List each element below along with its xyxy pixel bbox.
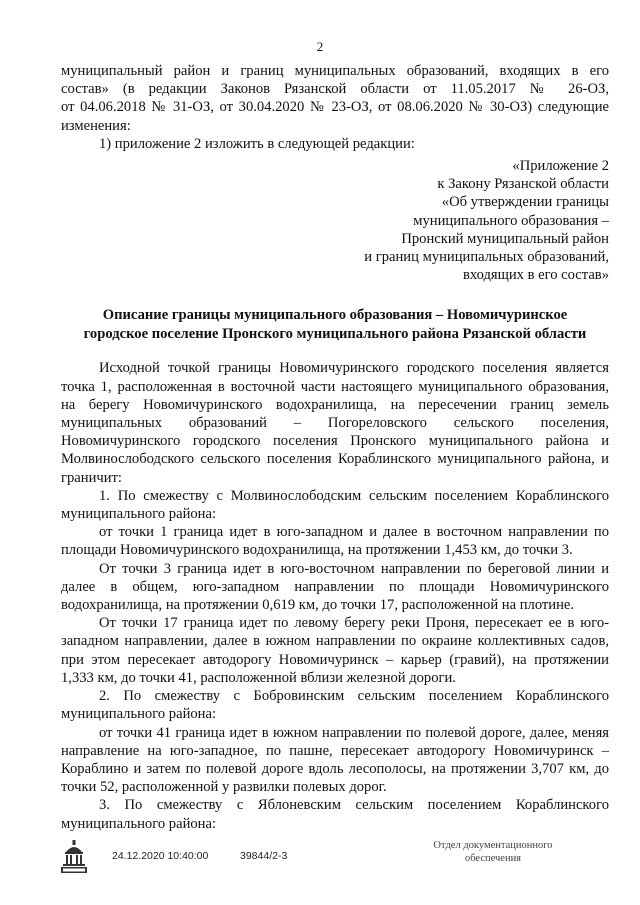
appendix-line: «Об утверждении границы — [441, 194, 609, 211]
paragraph-line: изменения: — [61, 117, 131, 134]
appendix-line: Пронский муниципальный район — [401, 230, 609, 247]
paragraph-line: от 04.06.2018 № 31-ОЗ, от 30.04.2020 № 23-ОЗ, от 08.06.2020 № 30-ОЗ) следующие — [61, 99, 609, 116]
page-number: 2 — [316, 39, 324, 54]
appendix-line: «Приложение 2 — [512, 158, 609, 175]
paragraph-line: муниципальный район и границ муниципальных образований, входящих в его — [61, 63, 609, 79]
amendment-paragraph: 1) приложение 2 изложить в следующей редакции: — [99, 135, 415, 152]
section-heading: 2. По смежеству с Бобровинским сельским поселением Кораблинского муниципального района: — [61, 688, 609, 723]
section-heading: 1. По смежеству с Молвинослободским сельским поселением Кораблинского муниципального района: — [61, 487, 609, 523]
stamp-line: Отдел документационного — [433, 840, 553, 851]
page-footer — [0, 838, 640, 898]
section-heading: 3. По смежеству с Яблоневским сельским поселением Кораблинского муниципального района: — [61, 797, 609, 832]
footer-datetime: 24.12.2020 10:40:00 — [112, 850, 209, 862]
appendix-line: муниципального образования – — [413, 212, 609, 229]
duma-building-icon — [60, 840, 88, 874]
boundary-paragraph: От точки 17 граница идет по левому берегу реки Проня, пересекает ее в юго-западном направлении, далее в южном направлении по окраине коллективных садов, при этом пересекает автодорогу Новомичуринск – карьер (гравий), на протяжении 1,333 км, до точки 41, расположенной вблизи железной дороги. — [61, 615, 609, 686]
appendix-header — [61, 157, 609, 284]
boundary-paragraph: От точки 3 граница идет в юго-восточном направлении по береговой линии и далее в общем, юго-западном направлении по площади Новомичуринского водохранилища, на протяжении 0,619 км, до точки 17, расположенной на плотине. — [61, 560, 609, 614]
boundary-paragraph: от точки 41 граница идет в южном направлении по полевой дороге, далее, меняя направление на юго-западное, по пашне, пересекает автодорогу Новомичуринск – Кораблино и затем по полевой дороге вдоль лесополосы, на протяжении 3,707 км, до точки 52, расположенной у развилки полевых дорог. — [61, 724, 609, 796]
appendix-line: входящих в его состав» — [462, 267, 609, 284]
footer-doc-number: 39844/2-3 — [240, 850, 288, 862]
document-title — [61, 306, 609, 343]
intro-paragraph: Исходной точкой границы Новомичуринского городского поселения является точка 1, расположенная в восточной части настоящего муниципального образования, на берегу Новомичуринского водохранилища, на пересечении границ земель муниципальных образований – Погореловского сельского поселения, Новомичуринского городского поселения Пронского муниципального района и Молвинослободского сельского поселения Кораблинского муниципального района, и граничит: — [61, 360, 609, 486]
title-line: городское поселение Пронского муниципального района Рязанской области — [83, 325, 587, 342]
appendix-line: к Закону Рязанской области — [437, 176, 609, 193]
stamp-line: обеспечения — [464, 853, 522, 864]
department-stamp — [418, 839, 568, 865]
paragraph-line: состав» (в редакции Законов Рязанской области от 11.05.2017 № 26-ОЗ, — [61, 81, 609, 98]
boundary-paragraph: от точки 1 граница идет в юго-западном и далее в восточном направлении по площади Новомичуринского водохранилища, на протяжении 1,453 км, до точки 3. — [61, 524, 609, 559]
appendix-line: и границ муниципальных образований, — [364, 249, 609, 266]
title-line: Описание границы муниципального образования – Новомичуринское — [102, 307, 568, 324]
document-body — [61, 62, 609, 833]
